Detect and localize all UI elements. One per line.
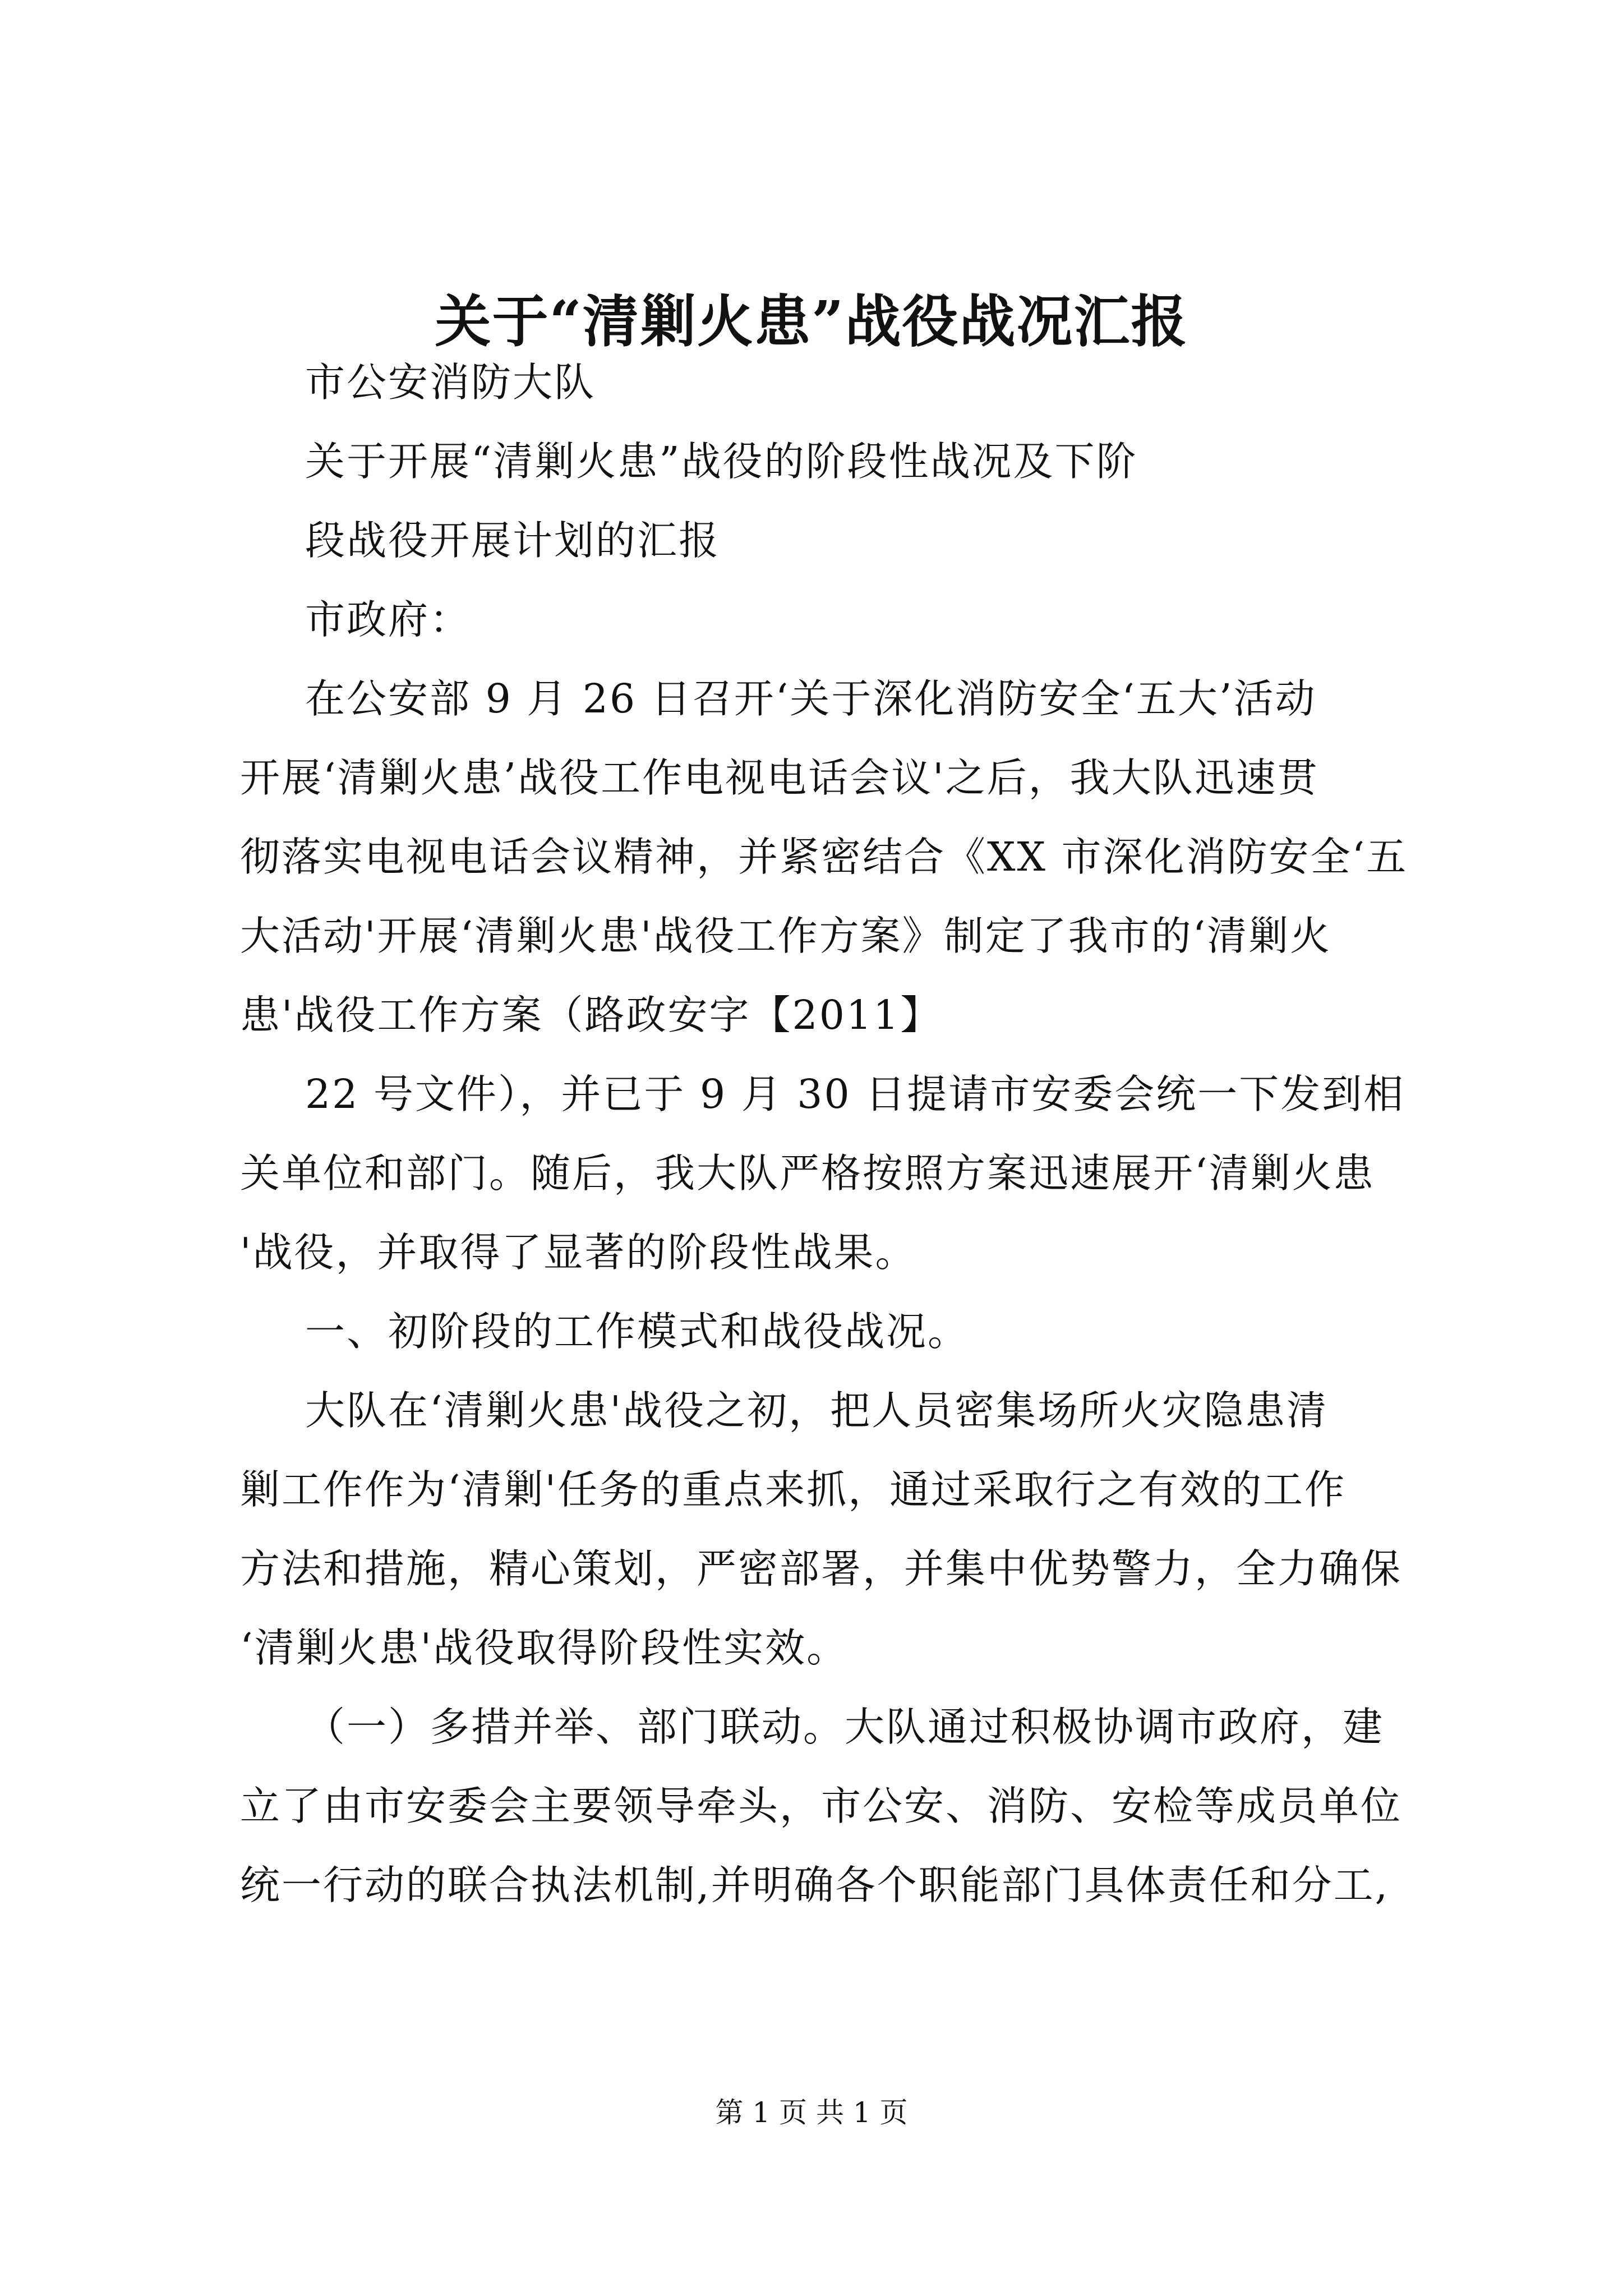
heading-line: 关于开展“清剿火患”战役的阶段性战况及下阶: [305, 438, 1138, 485]
paragraph-line: ‘清剿火患'战役取得阶段性实效。: [240, 1625, 849, 1671]
paragraph-line: 大活动'开展‘清剿火患'战役工作方案》制定了我市的‘清剿火: [240, 913, 1332, 959]
paragraph-line: （一）多措并举、部门联动。大队通过积极协调市政府，建: [305, 1704, 1385, 1750]
paragraph-line: 患'战役工作方案（路政安字【2011】: [240, 992, 942, 1038]
document-title: 关于“清剿火患”战役战况汇报: [435, 288, 1188, 355]
paragraph-line: 关单位和部门。随后，我大队严格按照方案迅速展开‘清剿火患: [240, 1150, 1375, 1197]
paragraph-line: 立了由市安委会主要领导牵头，市公安、消防、安检等成员单位: [240, 1783, 1403, 1829]
paragraph-line: 方法和措施，精心策划，严密部署，并集中优势警力，全力确保: [240, 1545, 1403, 1592]
paragraph-line: 大队在‘清剿火患'战役之初，把人员密集场所火灾隐患清: [305, 1387, 1329, 1434]
heading-line: 段战役开展计划的汇报: [305, 517, 721, 564]
heading-line: 市公安消防大队: [305, 359, 596, 406]
paragraph-line: 统一行动的联合执法机制,并明确各个职能部门具体责任和分工,: [240, 1862, 1390, 1908]
paragraph-line: 剿工作作为‘清剿'任务的重点来抓，通过采取行之有效的工作: [240, 1466, 1347, 1513]
page-number-footer: 第 1 页 共 1 页: [715, 2096, 908, 2129]
paragraph-line: 在公安部 9 月 26 日召开‘关于深化消防安全‘五大’活动: [305, 675, 1317, 722]
paragraph-line: 彻落实电视电话会议精神，并紧密结合《XX 市深化消防安全‘五: [240, 834, 1408, 880]
paragraph-line: '战役，并取得了显著的阶段性战果。: [240, 1229, 917, 1276]
salutation-line: 市政府：: [305, 596, 472, 643]
paragraph-line: 开展‘清剿火患’战役工作电视电话会议'之后，我大队迅速贯: [240, 754, 1319, 801]
section-heading: 一、初阶段的工作模式和战役战况。: [305, 1308, 970, 1355]
paragraph-line: 22 号文件），并已于 9 月 30 日提请市安委会统一下发到相: [305, 1071, 1405, 1117]
